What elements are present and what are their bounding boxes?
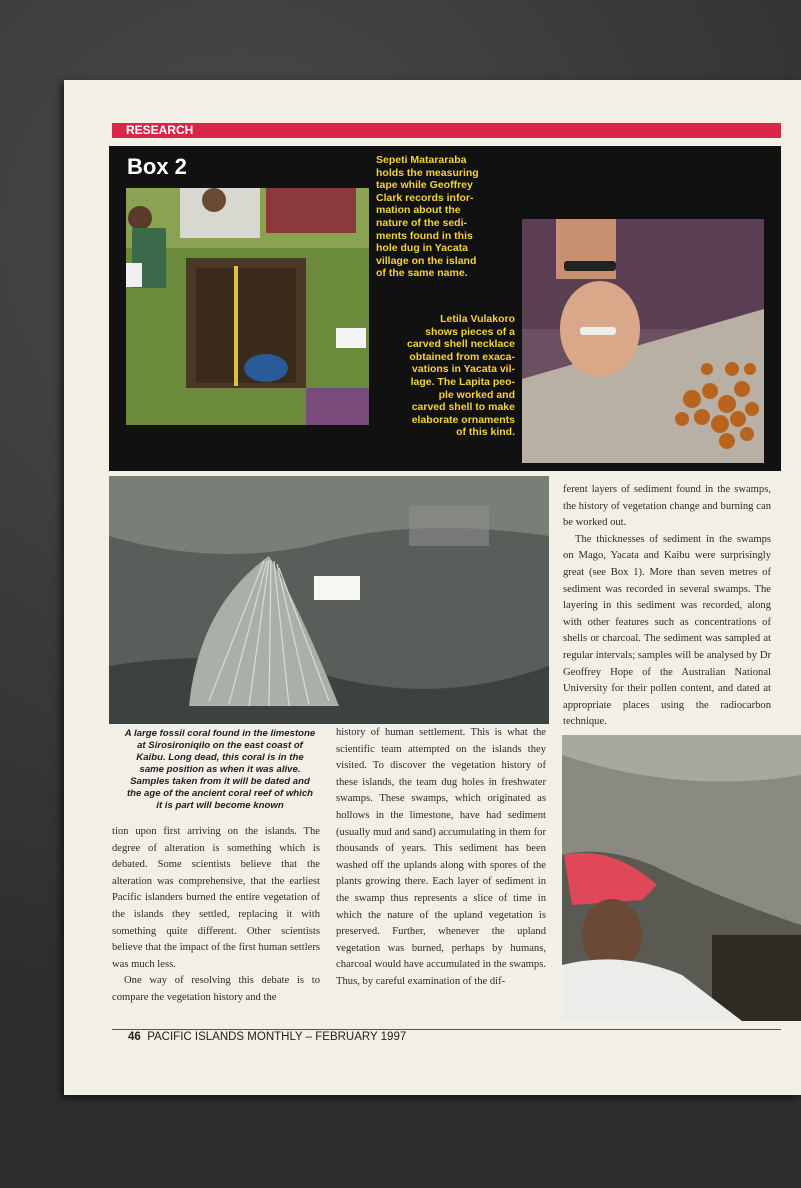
text-column-right [563, 482, 771, 731]
publication-line: PACIFIC ISLANDS MONTHLY – FEBRUARY 1997 [147, 1031, 407, 1043]
paragraph: tion upon first arriving on the islands. The degree of alteration is something which is debated. Some scientists believe that the alteration was comprehensive, that the earliest Pacific islanders burned the entire vegetation of the islands they settled, replacing it with something quite different. Other scientists believe that the impact of the first human settlers was much less. [112, 826, 320, 970]
text-column-left [112, 824, 320, 1007]
caption-measuring-tape: Sepeti Matararaba holds the measuring tape while Geoffrey Clark records infor- mation about the nature of the sedi- ments found in this hole dug in Yacata village on the island of the same name. [376, 154, 479, 280]
page-number: 46 [128, 1031, 141, 1043]
cave-photo [562, 735, 801, 1021]
box-2-panel [109, 146, 781, 471]
box-title: Box 2 [127, 154, 187, 179]
footer-divider [112, 1029, 781, 1030]
page-footer [128, 1031, 406, 1043]
shell-necklace-photo [522, 219, 764, 463]
caption-shell-necklace: Letila Vulakoro shows pieces of a carved shell necklace obtained from exaca- vations in Yacata vil- lage. The Lapita peo- ple worked and carved shell to make elaborate ornaments of this kind. [407, 313, 515, 439]
fossil-coral-caption: A large fossil coral found in the limestone at Sirosironiqilo on the east coast of Kaibu. Long dead, this coral is in the same position as when it was alive. Samples taken from it will be dated and the age of the ancient coral reef of which it is part will become known [124, 728, 316, 811]
text-column-middle [336, 725, 546, 991]
fossil-coral-photo [109, 476, 549, 724]
magazine-page [64, 80, 801, 1095]
section-banner: RESEARCH [112, 123, 781, 138]
paragraph: ferent layers of sediment found in the swamps, the history of vegetation change and burning can be worked out. [563, 484, 771, 529]
paragraph: history of human settlement. This is what the scientific team attempted on the islands they visited. To discover the vegetation history of these islands, the team dug holes in freshwater swamps. These swamps, which originated as hollows in the limestone, have had sediment (usually mud and sand) accumulating in them for thousands of years. This sediment has been washed off the uplands along with spores of the plants growing there. Each layer of sediment in the swamp thus represents a slice of time in which the nature of the upland vegetation is preserved. Further, whenever the upland vegetation was burned, perhaps by humans, charcoal would have accumulated in the swamps. Thus, by careful examination of the dif- [336, 727, 546, 987]
paragraph: The thicknesses of sediment in the swamps on Mago, Yacata and Kaibu were surprisingly great (see Box 1). More than seven metres of sediment was recorded in several swamps. The layering in this sediment was recorded, along with other features such as concentrations of shells or charcoal. The sediment was sampled at regular intervals; samples will be analysed by Dr Geoffrey Hope of the Australian National University for their pollen content, and dated at appropriate places using the radiocarbon technique. [563, 533, 771, 728]
paragraph: One way of resolving this debate is to compare the vegetation history and the [112, 975, 320, 1003]
excavation-photo [126, 188, 369, 425]
